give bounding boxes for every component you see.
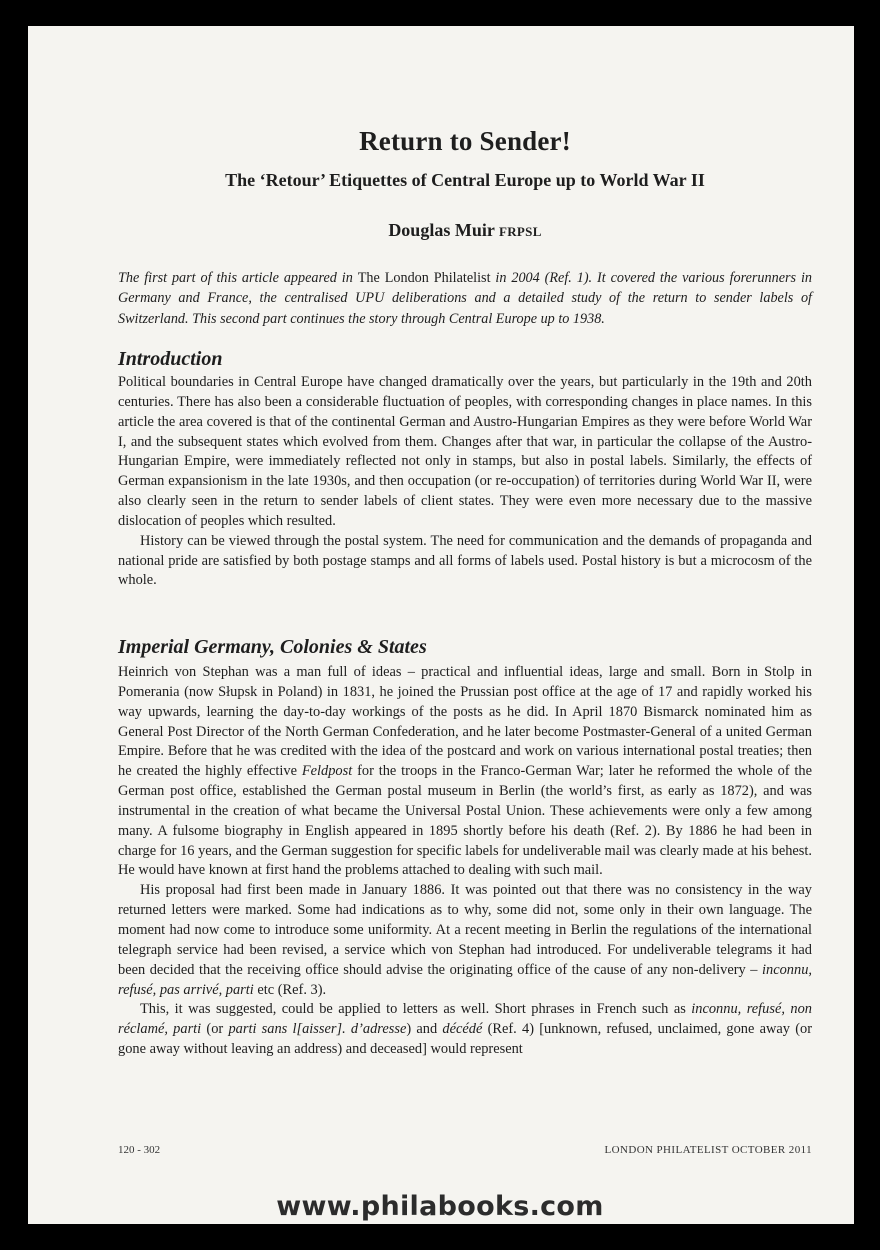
- italic-term: inconnu, refusé, non réclamé, parti: [118, 1001, 812, 1038]
- section-introduction: [118, 373, 812, 591]
- article-title: Return to Sender!: [359, 126, 571, 156]
- author-byline: [118, 220, 812, 241]
- paragraph: Political boundaries in Central Europe have changed dramatically over the years, but particularly in the 19th and 20th centuries. There has also been a considerable fluctuation of peoples, with corresponding changes in place names. In this article the area covered is that of the continental German and Austro-Hungarian Empires as they were before World War I, and the subsequent states which evolved from them. Changes after that war, in particular the collapse of the Austro-Hungarian Empire, were immediately reflected not only in stamps, but also in postal labels. Similarly, the effects of German expansionism in the late 1930s, and then occupation (or re-occupation) of territories during World War II, were also clearly seen in the return to sender labels of client states. They were even more necessary due to the massive dislocation of peoples which resulted.: [118, 374, 812, 529]
- scanned-page: [28, 26, 854, 1224]
- text-run: His proposal had first been made in January 1886. It was pointed out that there was no consistency in the way returned letters were marked. Some had indications as to why, some did not, some only in their own language. The moment had now come to introduce some uniformity. At a recent meeting in Berlin the regulations of the international telegraph service had been revised, a service which von Stephan had introduced. For undeliverable telegrams it had been decided that the receiving office should advise the originating office of the cause of any non-delivery –: [118, 882, 812, 978]
- paragraph: [118, 663, 812, 881]
- text-run: This, it was suggested, could be applied to letters as well. Short phrases in French such as: [140, 1001, 692, 1018]
- paragraph: History can be viewed through the postal system. The need for communication and the demands of propaganda and national pride are satisfied by both postage stamps and all forms of labels used. Postal history is but a microcosm of the whole.: [118, 532, 812, 589]
- italic-term: Feldpost: [301, 763, 353, 780]
- intro-note: [118, 268, 812, 329]
- watermark-url: www.philabooks.com: [276, 1191, 604, 1222]
- article-subtitle: The ‘Retour’ Etiquettes of Central Europe up to World War II: [225, 170, 705, 190]
- text-run: (or: [201, 1021, 229, 1038]
- journal-issue: LONDON PHILATELIST OCTOBER 2011: [604, 1144, 812, 1156]
- author-name: Douglas Muir: [388, 220, 495, 240]
- italic-term: inconnu, refusé, pas arrivé, parti: [118, 961, 812, 998]
- italic-term: décédé: [442, 1021, 483, 1038]
- intro-journal-name: The London Philatelist: [357, 270, 491, 286]
- paragraph: [118, 1000, 812, 1060]
- section-heading-imperial-germany: Imperial Germany, Colonies & States: [118, 636, 427, 658]
- text-run: (Ref. 4) [unknown, refused, unclaimed, gone away (or gone away without leaving an address) and deceased] would represent: [118, 1021, 813, 1058]
- text-run: etc (Ref. 3).: [253, 981, 327, 998]
- paragraph: [118, 881, 812, 1000]
- intro-text-2: in 2004 (Ref. 1). It covered the various forerunners in Germany and France, the centralised UPU deliberations and a detailed study of the return to sender labels of Switzerland. This second part continues the story through Central Europe up to 1938.: [118, 270, 812, 327]
- section-heading-introduction: Introduction: [118, 348, 223, 370]
- author-postnominal: FRPSL: [499, 224, 542, 239]
- text-run: ) and: [406, 1021, 443, 1038]
- page-number: 120 - 302: [118, 1144, 161, 1156]
- italic-term: parti sans l[aisser]. d’adresse: [228, 1021, 407, 1038]
- text-run: for the troops in the Franco-German War; later he reformed the whole of the German post office, established the German postal museum in Berlin (the world’s first, as early as 1872), and was instrumental in the creation of what became the Universal Postal Union. These achievements were only a few among many. A fulsome biography in English appeared in 1895 shortly before his death (Ref. 2). By 1886 he had been in charge for 16 years, and the German suggestion for specific labels for undeliverable mail was clearly made at his behest. He would have known at first hand the problems attached to dealing with such mail.: [118, 763, 813, 879]
- intro-text-1: The first part of this article appeared in: [118, 270, 358, 286]
- text-run: Heinrich von Stephan was a man full of ideas – practical and influential ideas, large and small. Born in Stolp in Pomerania (now Słupsk in Poland) in 1831, he joined the Prussian post office at the age of 17 and rapidly worked his way upwards, learning the day-to-day workings of the posts as he did. In April 1870 Bismarck nominated him as General Post Director of the North German Confederation, and he later become Postmaster-General of a united German Empire. Before that he was credited with the idea of the postcard and work on various international postal treaties; then he created the highly effective: [118, 664, 812, 780]
- section-imperial-germany: [118, 663, 812, 1060]
